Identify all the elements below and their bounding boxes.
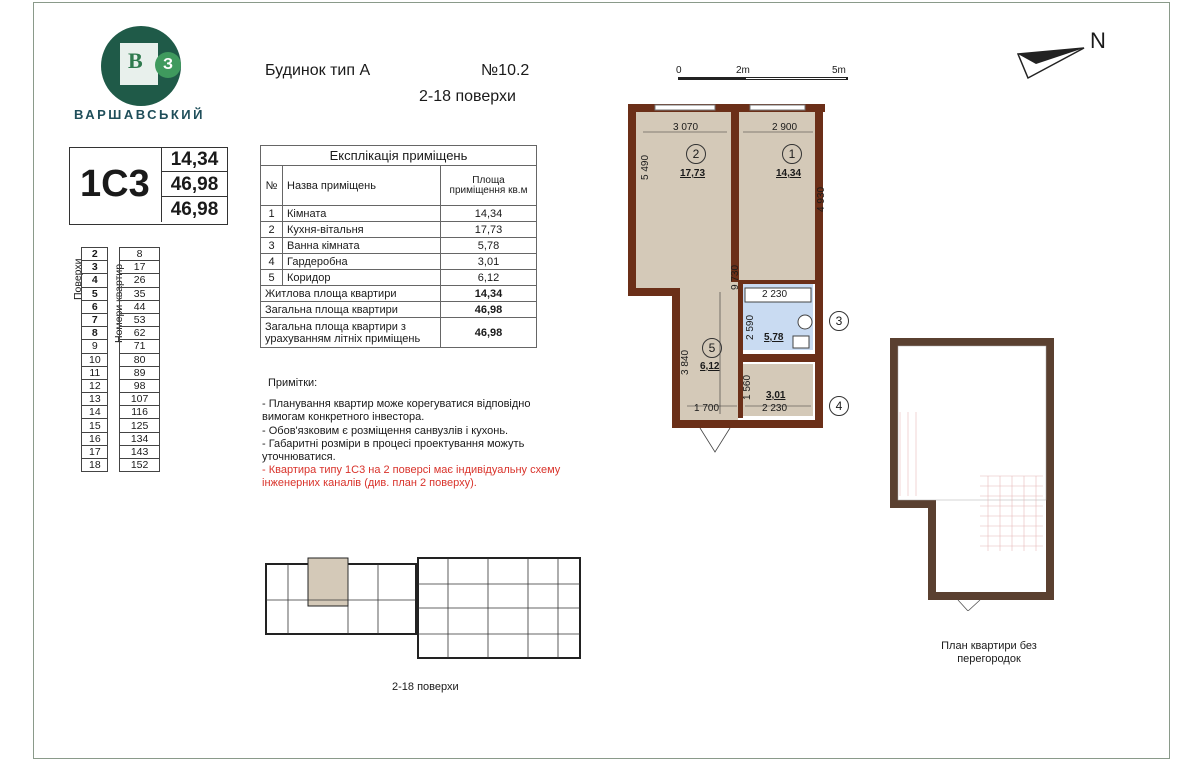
room-row	[261, 206, 537, 222]
floors-row	[70, 406, 160, 419]
total-name: Загальна площа квартири	[261, 302, 441, 318]
logo-letter-v: В	[128, 48, 143, 73]
total-row	[261, 318, 537, 348]
apartment-number: 80	[120, 353, 160, 366]
room-no: 2	[261, 222, 283, 238]
dim-9730: 9 730	[730, 264, 741, 290]
note-3: - Габаритні розміри в процесі проектування можуть уточнюватися.	[262, 437, 525, 464]
room-area-2: 17,73	[680, 168, 706, 179]
note-1: - Планування квартир може корегуватися відповідно вимогам конкретного інвестора.	[262, 398, 531, 424]
area-total: 46,98	[161, 172, 227, 197]
total-name: Загальна площа квартири з урахуванням літніх приміщень	[261, 318, 441, 348]
dim-1560: 1 560	[742, 374, 753, 400]
scale-zero: 0	[676, 65, 682, 76]
apartments-label: Номери квартир	[113, 263, 125, 343]
floors-row	[70, 366, 160, 379]
logo-letter-z: З	[155, 52, 181, 78]
room-row	[261, 238, 537, 254]
dim-2230a: 2 230	[762, 289, 788, 300]
floor-number: 3	[82, 261, 108, 274]
room-area: 6,12	[441, 270, 537, 286]
brand-name: ВАРШАВСЬКИЙ	[74, 107, 205, 122]
floor-key-plan	[258, 550, 584, 662]
apartment-number: 143	[120, 445, 160, 458]
room-area: 5,78	[441, 238, 537, 254]
floor-number: 17	[82, 445, 108, 458]
total-row	[261, 286, 537, 302]
apartment-number: 53	[120, 313, 160, 326]
apartment-number: 125	[120, 419, 160, 432]
floor-number: 13	[82, 393, 108, 406]
apartment-code: 1С3	[80, 163, 150, 205]
floor-number: 18	[82, 459, 108, 472]
floor-number: 10	[82, 353, 108, 366]
col-name: Назва приміщень	[283, 166, 441, 206]
room-no: 3	[261, 238, 283, 254]
note-2: - Обов'язковим є розміщення санвузлів і кухонь.	[262, 424, 509, 437]
dim-3070: 3 070	[673, 122, 699, 133]
floors-table	[70, 247, 160, 472]
floor-number: 9	[82, 340, 108, 353]
room-area-1: 14,34	[776, 168, 802, 179]
floors-row	[70, 261, 160, 274]
total-row	[261, 302, 537, 318]
room-no: 5	[261, 270, 283, 286]
apartment-number: 107	[120, 393, 160, 406]
floors-row	[70, 353, 160, 366]
apartment-number: 26	[120, 274, 160, 287]
floor-plan-caption: 2-18 поверхи	[392, 681, 459, 693]
north-arrow-icon	[1016, 46, 1086, 82]
open-plan-caption: План квартири без перегородок	[941, 640, 1037, 665]
floors-row	[70, 432, 160, 445]
area-living: 14,34	[161, 147, 227, 172]
room-area-5: 6,12	[700, 361, 720, 372]
room-area-4: 3,01	[766, 390, 786, 401]
dim-2900: 2 900	[772, 122, 798, 133]
dim-2590: 2 590	[745, 314, 756, 340]
floor-number: 5	[82, 287, 108, 300]
explication-title: Експлікація приміщень	[261, 146, 537, 166]
building-type: Будинок тип А	[265, 62, 371, 79]
floors-row	[70, 313, 160, 326]
total-area: 46,98	[441, 318, 537, 348]
apartment-number: 62	[120, 327, 160, 340]
scale-mid: 2m	[736, 65, 750, 76]
room-area-3: 5,78	[764, 332, 784, 343]
apartment-number: 134	[120, 432, 160, 445]
floors-row	[70, 287, 160, 300]
floors-row	[70, 274, 160, 287]
dim-4930: 4 930	[816, 186, 827, 212]
room-name: Ванна кімната	[283, 238, 441, 254]
total-name: Житлова площа квартири	[261, 286, 441, 302]
room-no-2: 2	[686, 144, 706, 164]
compass-n: N	[1090, 28, 1106, 53]
apartment-number: 44	[120, 300, 160, 313]
apartment-number: 71	[120, 340, 160, 353]
room-name: Коридор	[283, 270, 441, 286]
room-no: 4	[261, 254, 283, 270]
room-area: 14,34	[441, 206, 537, 222]
dim-3840: 3 840	[680, 349, 691, 375]
total-area: 14,34	[441, 286, 537, 302]
notes-title: Примітки:	[268, 377, 318, 389]
floor-number: 4	[82, 274, 108, 287]
floor-number: 7	[82, 313, 108, 326]
room-no-1: 1	[782, 144, 802, 164]
col-area: Площа приміщення кв.м	[441, 166, 537, 206]
floor-number: 15	[82, 419, 108, 432]
apartment-number: 35	[120, 287, 160, 300]
dim-2230b: 2 230	[762, 403, 788, 414]
floor-number: 8	[82, 327, 108, 340]
floors-row	[70, 300, 160, 313]
total-area: 46,98	[441, 302, 537, 318]
dim-5490: 5 490	[640, 154, 651, 180]
apartment-number: 89	[120, 366, 160, 379]
apartment-number: 152	[120, 459, 160, 472]
col-no: №	[261, 166, 283, 206]
room-no: 1	[261, 206, 283, 222]
floors-row	[70, 445, 160, 458]
area-total-summer: 46,98	[161, 197, 227, 222]
floors-row	[70, 327, 160, 340]
floors-row	[70, 379, 160, 392]
floors-label: Поверхи	[72, 258, 84, 300]
floors-row	[70, 459, 160, 472]
floor-number: 6	[82, 300, 108, 313]
note-red: - Квартира типу 1С3 на 2 поверсі має індивідуальну схему інженерних каналів (див. план 2 поверху).	[262, 464, 561, 490]
room-row	[261, 254, 537, 270]
room-area: 17,73	[441, 222, 537, 238]
open-plan	[888, 336, 1058, 611]
room-area: 3,01	[441, 254, 537, 270]
explication-table	[260, 145, 537, 348]
apartment-number: 116	[120, 406, 160, 419]
room-row	[261, 222, 537, 238]
room-no-4: 4	[829, 396, 849, 416]
floor-number: 2	[82, 248, 108, 261]
room-name: Кухня-вітальня	[283, 222, 441, 238]
apartment-number: 98	[120, 379, 160, 392]
dim-1700: 1 700	[694, 403, 720, 414]
floor-number: 12	[82, 379, 108, 392]
notes	[262, 377, 562, 491]
floor-number: 14	[82, 406, 108, 419]
room-name: Гардеробна	[283, 254, 441, 270]
room-no-5: 5	[702, 338, 722, 358]
building-number: №10.2	[481, 62, 530, 79]
room-row	[261, 270, 537, 286]
floor-number: 11	[82, 366, 108, 379]
floors-row	[70, 419, 160, 432]
apartment-number: 17	[120, 261, 160, 274]
floors-row	[70, 340, 160, 353]
room-no-3: 3	[829, 311, 849, 331]
scale-bar	[678, 76, 850, 82]
floors-row	[70, 248, 160, 261]
floors-row	[70, 393, 160, 406]
floor-number: 16	[82, 432, 108, 445]
room-name: Кімната	[283, 206, 441, 222]
apartment-number: 8	[120, 248, 160, 261]
floors-range: 2-18 поверхи	[419, 88, 516, 105]
scale-end: 5m	[832, 65, 846, 76]
